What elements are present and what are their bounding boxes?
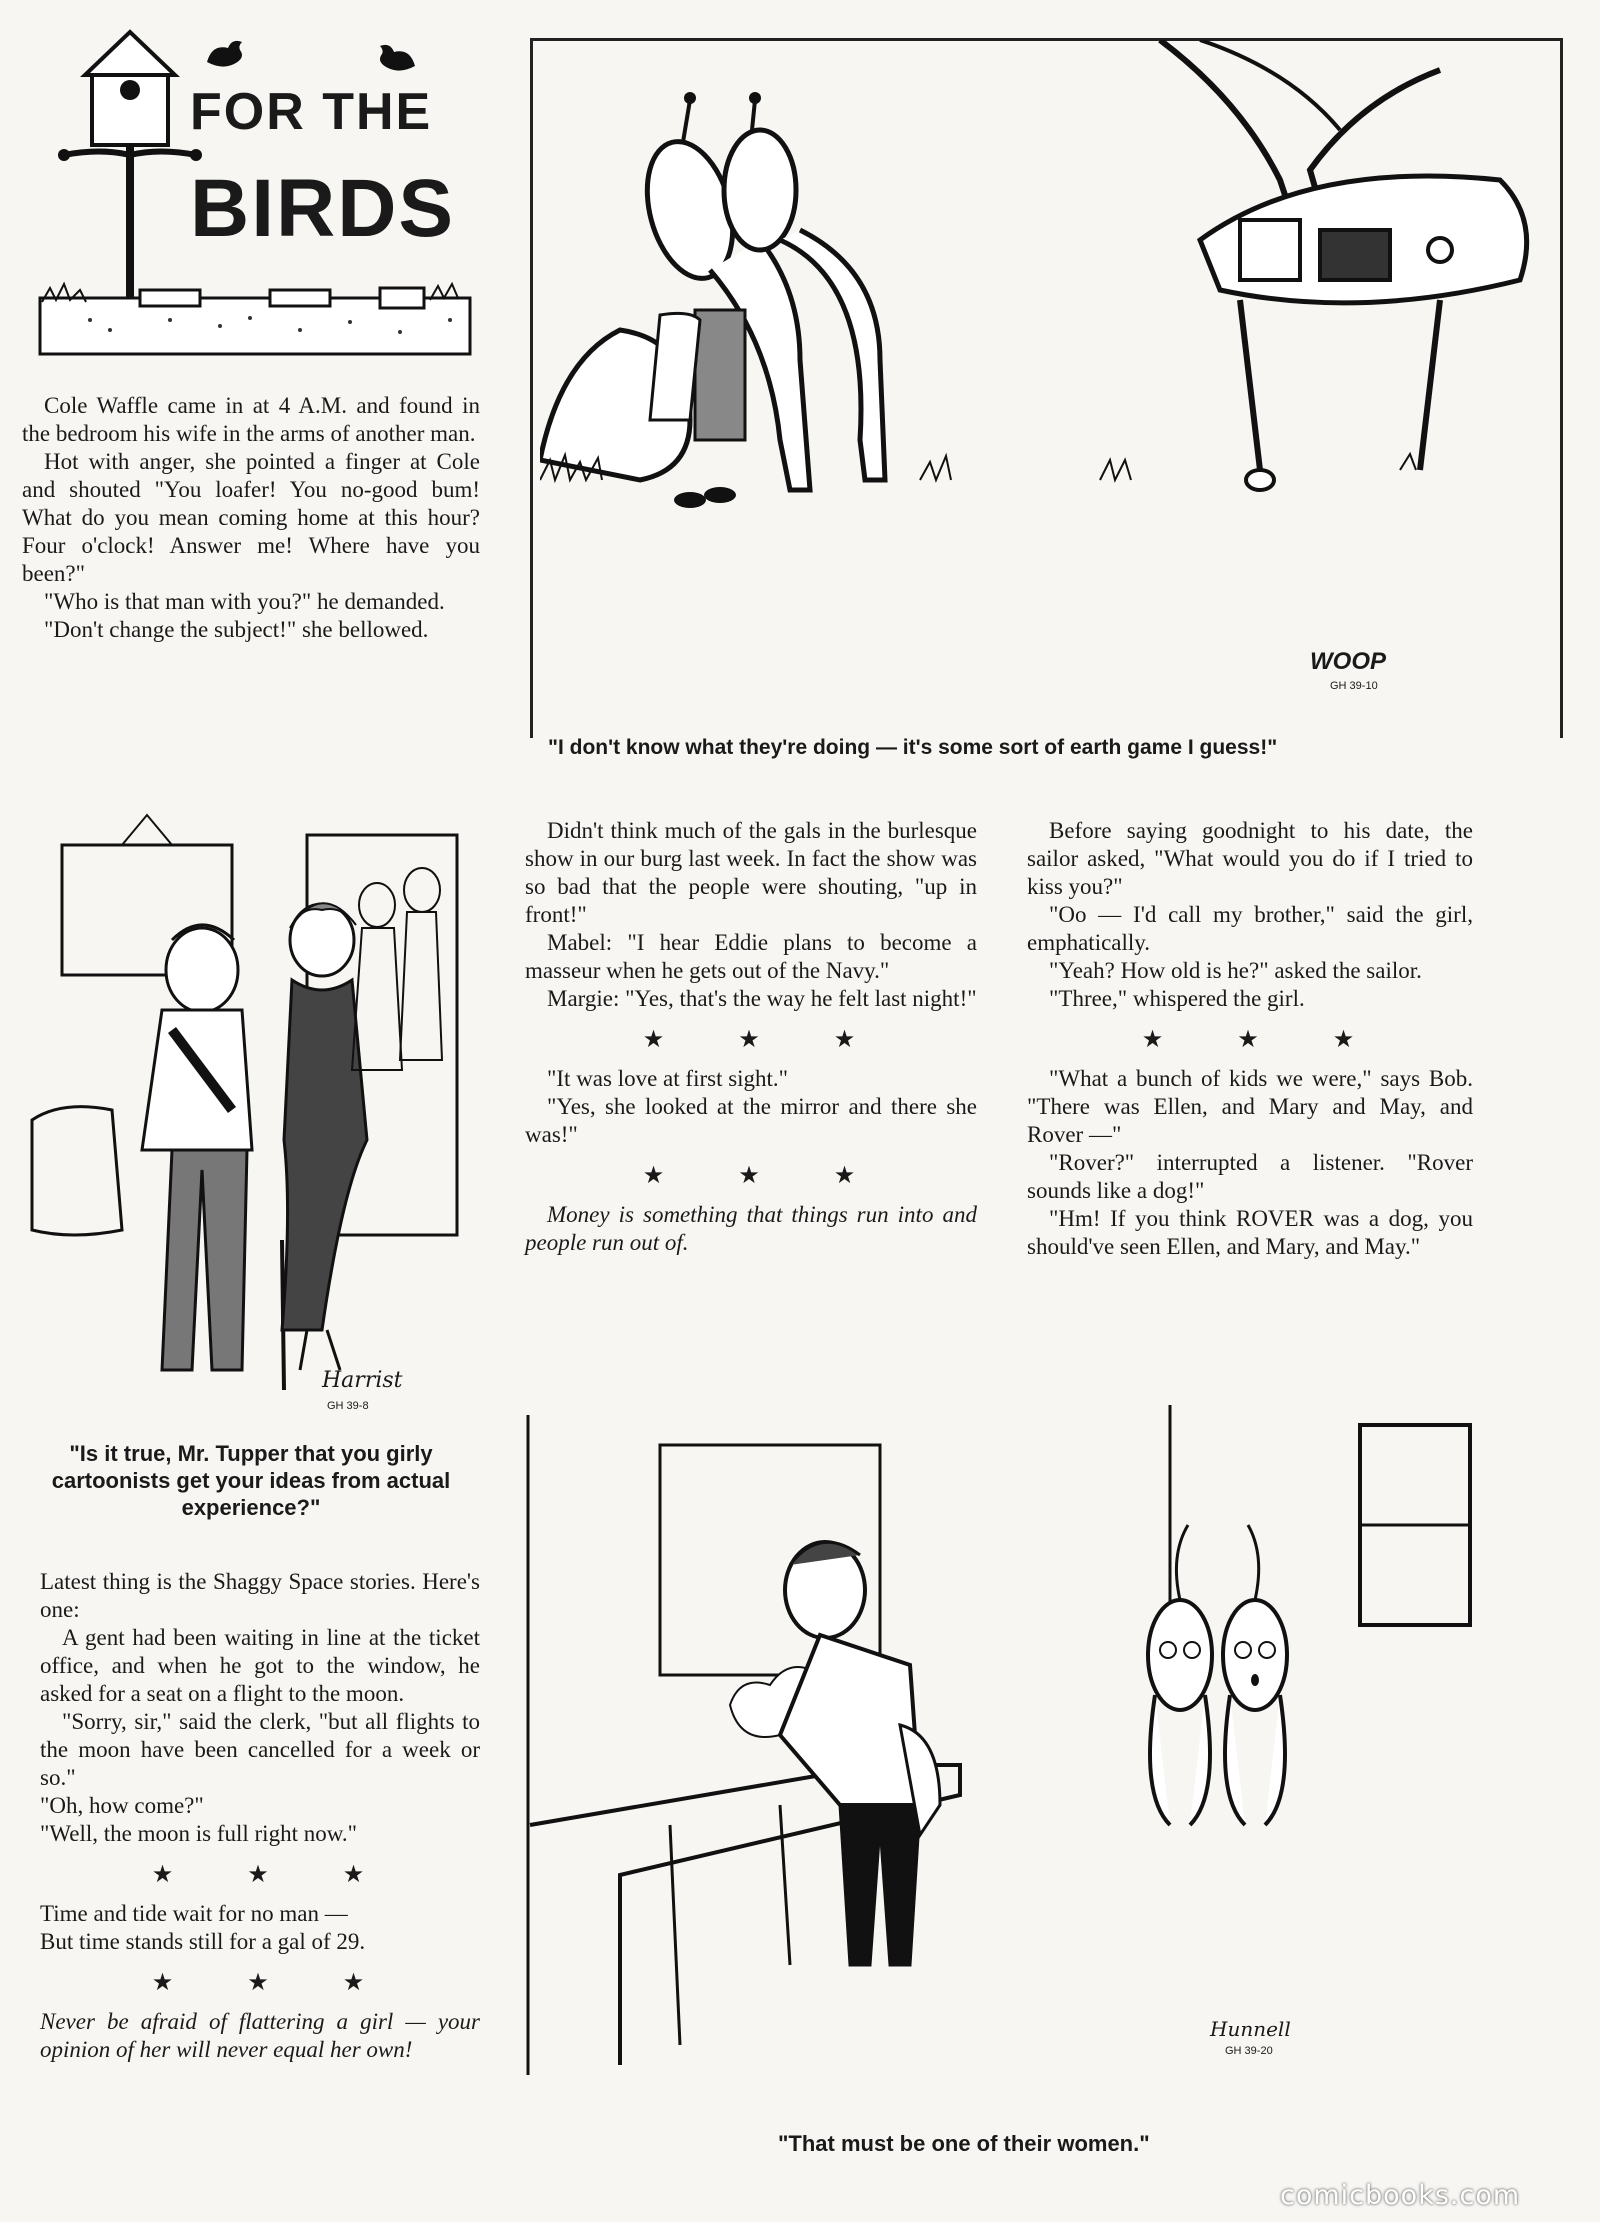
verse-line: But time stands still for a gal of 29.: [40, 1929, 366, 1954]
column2: [525, 817, 977, 1257]
left-cartoon: [22, 810, 482, 1430]
star-divider: ★ ★ ★: [151, 1862, 399, 1888]
page-title-line2: BIRDS: [190, 163, 456, 254]
paragraph: "Sorry, sir," said the clerk, "but all flights to the moon have been cancelled for a week or so.": [40, 1709, 480, 1790]
star-divider: ★ ★ ★: [642, 1027, 890, 1053]
paragraph: Margie: "Yes, that's the way he felt last night!": [547, 986, 977, 1011]
column1-story1: [22, 392, 480, 644]
star-divider: ★ ★ ★: [1141, 1027, 1389, 1053]
cartoon-illustration: [22, 810, 482, 1430]
closing-quip: Never be afraid of flattering a girl — your opinion of her will never equal her own!: [40, 2009, 480, 2062]
paragraph: "Hm! If you think ROVER was a dog, you should've seen Ellen, and Mary, and May.": [1027, 1206, 1473, 1259]
paragraph: "Three," whispered the girl.: [1049, 986, 1305, 1011]
verse-line: Time and tide wait for no man —: [40, 1901, 348, 1926]
paragraph: "Oh, how come?": [40, 1793, 204, 1818]
paragraph: "It was love at first sight.": [547, 1066, 789, 1091]
paragraph: "What a bunch of kids we were," says Bob. "There was Ellen, and Mary and May, and Rover —": [1027, 1066, 1473, 1147]
star-divider: ★ ★ ★: [642, 1163, 890, 1189]
header: [30, 20, 490, 360]
top-cartoon-caption: "I don't know what they're doing — it's some sort of earth game I guess!": [548, 736, 1278, 759]
watermark: comicbooks.com: [1280, 2180, 1521, 2211]
paragraph: "Well, the moon is full right now.": [40, 1821, 357, 1846]
bottom-cartoon: [520, 1405, 1570, 2085]
paragraph: Didn't think much of the gals in the burlesque show in our burg last week. In fact the show was so bad that the people were shouting, "up in front!": [525, 818, 977, 927]
paragraph: "Who is that man with you?" he demanded.: [44, 589, 445, 614]
quip: Money is something that things run into and people run out of.: [525, 1202, 977, 1255]
bird-icon: [370, 38, 420, 78]
paragraph: "Don't change the subject!" she bellowed.: [44, 617, 429, 642]
paragraph: "Rover?" interrupted a listener. "Rover sounds like a dog!": [1027, 1150, 1473, 1203]
cartoon-code: GH 39-20: [1225, 2045, 1273, 2057]
paragraph: Mabel: "I hear Eddie plans to become a masseur when he gets out of the Navy.": [525, 930, 977, 983]
cartoon-illustration: [540, 40, 1550, 740]
cartoon-signature: Hunnell: [1210, 2017, 1291, 2041]
page-title-line1: FOR THE: [190, 83, 433, 141]
bottom-cartoon-caption: "That must be one of their women.": [778, 2131, 1150, 2156]
left-cartoon-caption: "Is it true, Mr. Tupper that you girly cartoonists get your ideas from actual experience?": [51, 1441, 451, 1520]
paragraph: "Oo — I'd call my brother," said the girl, emphatically.: [1027, 902, 1473, 955]
cartoon-illustration: [520, 1405, 1570, 2085]
top-cartoon: [530, 20, 1570, 740]
cartoon-code: GH 39-8: [327, 1400, 369, 1412]
star-divider: ★ ★ ★: [151, 1970, 399, 1996]
cartoon-signature: Harrist: [322, 1368, 403, 1393]
cartoon-signature: WOOP: [1310, 648, 1386, 675]
paragraph: Latest thing is the Shaggy Space stories. Here's one:: [40, 1569, 480, 1622]
bird-icon: [202, 34, 252, 74]
paragraph: Cole Waffle came in at 4 A.M. and found in the bedroom his wife in the arms of another man.: [22, 393, 480, 446]
column1-story2: [40, 1568, 480, 2064]
paragraph: "Yes, she looked at the mirror and there she was!": [525, 1094, 977, 1147]
paragraph: "Yeah? How old is he?" asked the sailor.: [1049, 958, 1422, 983]
column3: [1027, 817, 1473, 1261]
cartoon-code: GH 39-10: [1330, 680, 1378, 692]
paragraph: Before saying goodnight to his date, the sailor asked, "What would you do if I tried to kiss you?": [1027, 818, 1473, 899]
paragraph: Hot with anger, she pointed a finger at Cole and shouted "You loafer! You no-good bum! What do you mean coming home at this hour? Four o'clock! Answer me! Where have you been?": [22, 449, 480, 586]
paragraph: A gent had been waiting in line at the ticket office, and when he got to the window, he asked for a seat on a flight to the moon.: [40, 1625, 480, 1706]
